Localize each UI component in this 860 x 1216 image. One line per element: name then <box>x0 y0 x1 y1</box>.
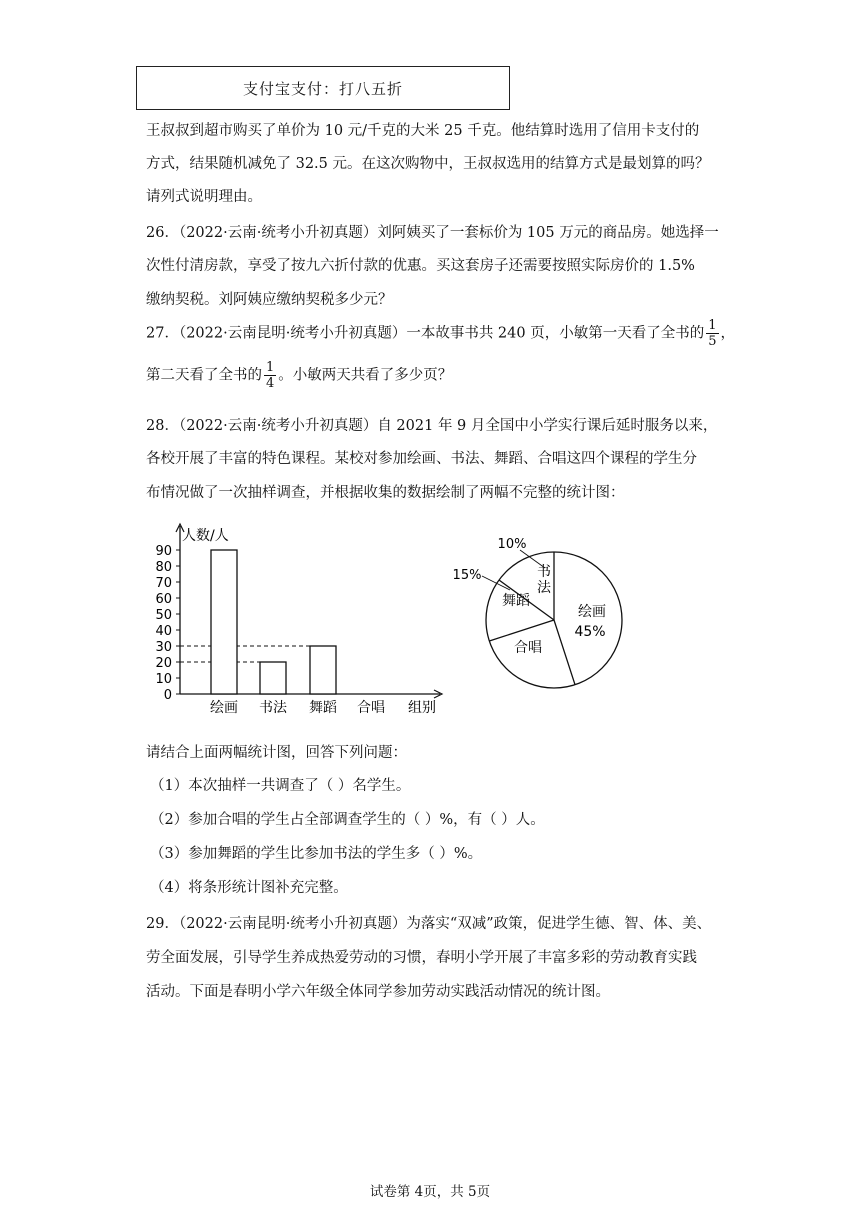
q25-line3: 请列式说明理由。 <box>146 189 262 205</box>
x-tick-label: 合唱 <box>357 700 385 716</box>
payment-box <box>136 66 510 110</box>
q28-line3: 布情况做了一次抽样调查，并根据收集的数据绘制了两幅不完整的统计图： <box>146 485 625 501</box>
y-tick-label: 90 <box>155 544 172 559</box>
slice-label-shufa: 书 <box>537 564 551 580</box>
slice-percent-shufa: 10% <box>497 537 527 552</box>
slice-label-wudao: 舞蹈 <box>502 593 530 609</box>
x-tick-label: 舞蹈 <box>309 700 337 716</box>
payment-box-text: 支付宝支付：打八五折 <box>242 79 403 98</box>
q28-sub1: （1）本次抽样一共调查了（ ）名学生。 <box>150 778 411 794</box>
y-tick-label: 80 <box>155 560 172 575</box>
q26-line2: 次性付清房款，享受了按九六折付款的优惠。买这套房子还需要按照实际房价的 1.5% <box>146 258 695 274</box>
q26-line1: 26．（2022·云南·统考小升初真题）刘阿姨买了一套标价为 105 万元的商品房。她选择一 <box>146 225 719 241</box>
x-tick-label: 绘画 <box>210 700 238 716</box>
y-tick-label: 30 <box>155 640 172 655</box>
y-tick-label: 60 <box>155 592 172 607</box>
x-tick-label: 书法 <box>259 700 287 716</box>
slice-label-hechang: 合唱 <box>514 640 542 656</box>
x-axis-label: 组别 <box>408 700 436 716</box>
slice-label-huihua: 绘画 <box>578 604 606 620</box>
y-tick-label: 20 <box>155 656 172 671</box>
slice-label-shufa: 法 <box>537 580 551 596</box>
q26-line3: 缴纳契税。刘阿姨应缴纳契税多少元？ <box>146 292 393 308</box>
y-tick-label: 0 <box>163 688 172 703</box>
fraction-one-fifth: $\frac{1}{5}$ <box>708 318 717 349</box>
bar-1 <box>260 662 286 694</box>
q28-sub3: （3）参加舞蹈的学生比参加书法的学生多（ ）%。 <box>150 846 483 862</box>
pie-chart <box>450 528 630 698</box>
page-footer: 试卷第 4页，共 5页 <box>369 1184 491 1200</box>
q27-line1: 27．（2022·云南昆明·统考小升初真题）一本故事书共 240 页，小敏第一天看了全书的 $\frac{1}{5}$ ， <box>146 318 735 349</box>
q27-line2: 第二天看了全书的 $\frac{1}{4}$ 。小敏两天共看了多少页？ <box>146 360 453 391</box>
q28-intro: 请结合上面两幅统计图，回答下列问题： <box>146 745 407 761</box>
q28-sub2: （2）参加合唱的学生占全部调查学生的（ ）%，有（ ）人。 <box>150 812 545 828</box>
slice-percent-wudao: 15% <box>452 568 482 583</box>
y-tick-label: 40 <box>155 624 172 639</box>
q29-line3: 活动。下面是春明小学六年级全体同学参加劳动实践活动情况的统计图。 <box>146 984 610 1000</box>
q29-line1: 29．（2022·云南昆明·统考小升初真题）为落实“双减”政策，促进学生德、智、体、美、 <box>146 916 712 932</box>
q28-sub4: （4）将条形统计图补充完整。 <box>150 880 348 896</box>
fraction-one-fourth: $\frac{1}{4}$ <box>266 360 275 391</box>
y-tick-label: 50 <box>155 608 172 623</box>
q29-line2: 劳全面发展，引导学生养成热爱劳动的习惯，春明小学开展了丰富多彩的劳动教育实践 <box>146 950 697 966</box>
q28-line2: 各校开展了丰富的特色课程。某校对参加绘画、书法、舞蹈、合唱这四个课程的学生分 <box>146 451 697 467</box>
q27-line1-text: 27．（2022·云南昆明·统考小升初真题）一本故事书共 240 页，小敏第一天看了全书的 <box>146 325 705 342</box>
q25-line1: 王叔叔到超市购买了单价为 10 元/千克的大米 25 千克。他结算时选用了信用卡支付的 <box>146 123 700 139</box>
bar-0 <box>211 550 237 694</box>
q28-line1: 28．（2022·云南·统考小升初真题）自 2021 年 9 月全国中小学实行课后延时服务以来， <box>146 418 718 434</box>
bar-2 <box>310 646 336 694</box>
y-axis-label: 人数/人 <box>182 528 229 544</box>
slice-percent-huihua: 45% <box>574 624 606 640</box>
bar-chart <box>150 518 450 718</box>
y-tick-label: 70 <box>155 576 172 591</box>
q25-line2: 方式，结果随机减免了 32.5 元。在这次购物中，王叔叔选用的结算方式是最划算的吗？ <box>146 156 710 172</box>
y-tick-label: 10 <box>155 672 172 687</box>
